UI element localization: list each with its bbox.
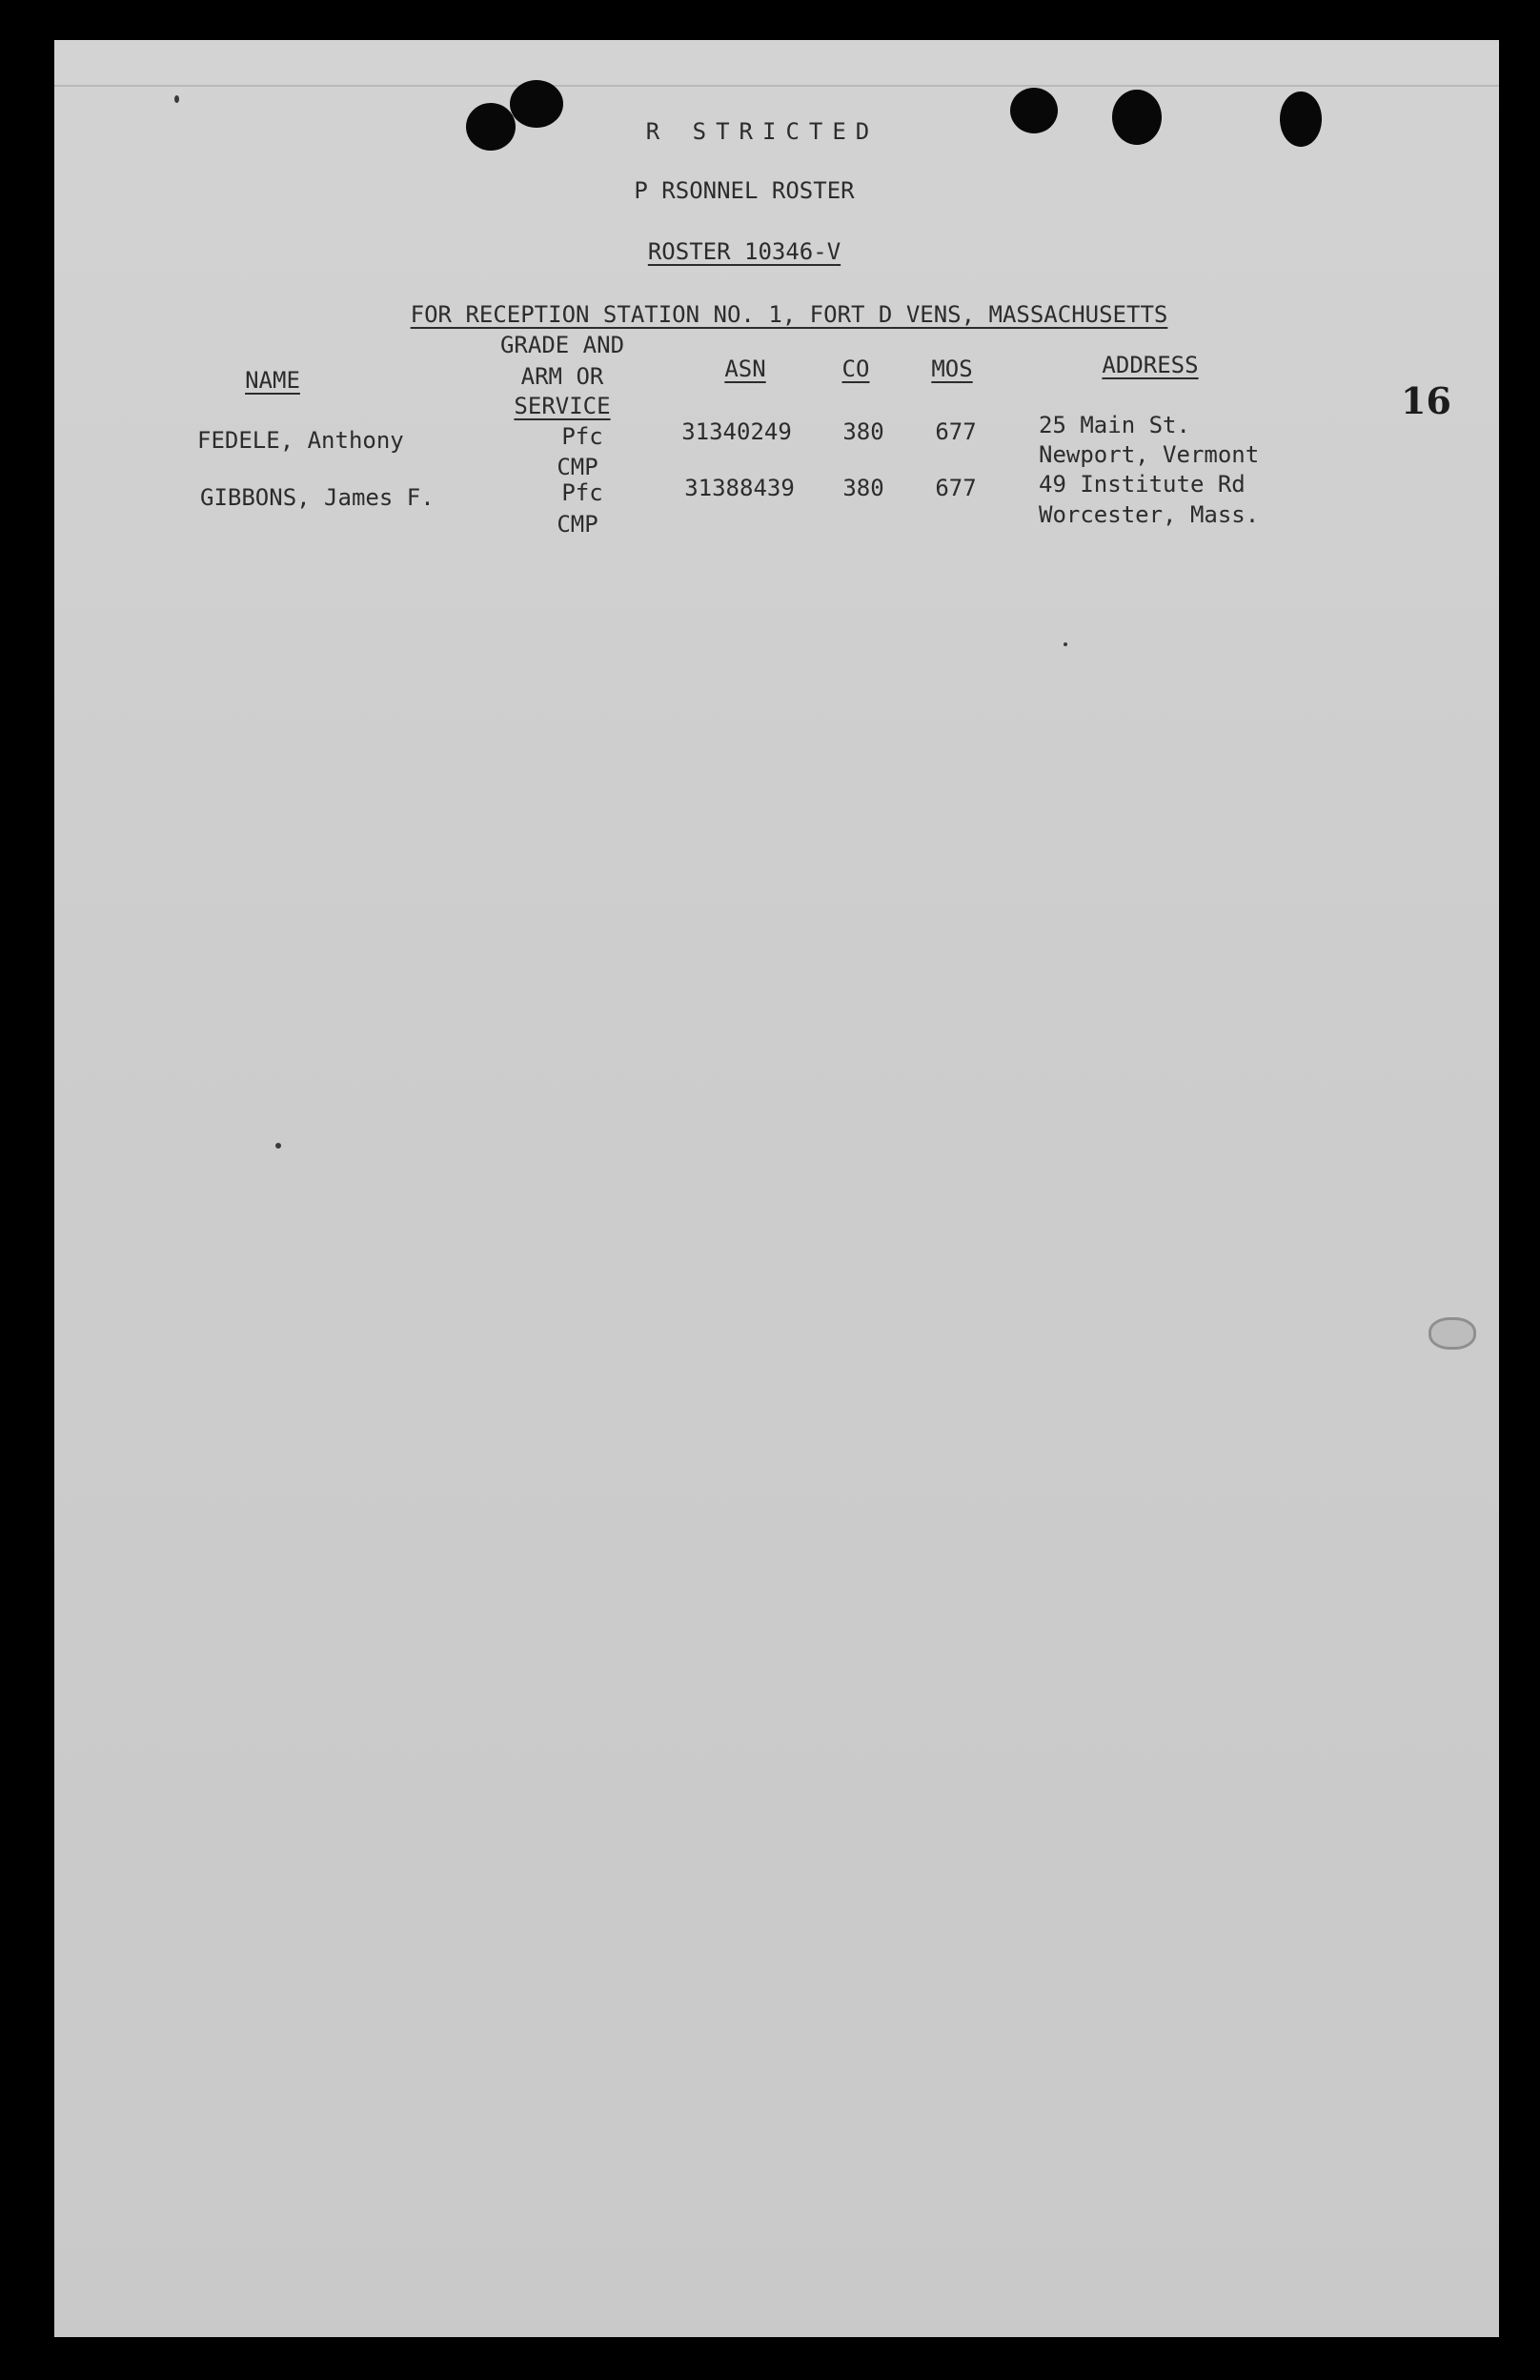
roster-number: ROSTER 10346-V [647,238,841,265]
column-header-asn: ASN [724,356,766,382]
punch-hole [1280,92,1322,147]
ink-speck [1064,642,1067,646]
row-1-address-line2: Newport, Vermont [1039,441,1260,468]
classification-heading: R STRICTED [645,118,880,145]
row-1-asn: 31340249 [681,418,792,445]
ink-speck [174,95,179,103]
row-2-mos: 677 [935,475,977,501]
column-header-grade-line2: ARM OR [520,363,604,390]
column-header-grade-line1: GRADE AND [499,332,625,358]
page-fold-line [54,85,1499,87]
row-2-service: CMP [557,511,598,538]
roster-page [54,40,1499,2337]
row-2-address-line2: Worcester, Mass. [1039,501,1260,528]
punch-hole [510,80,563,128]
column-header-co: CO [841,356,870,382]
ink-speck [275,1143,281,1149]
row-2-co: 380 [842,475,884,501]
column-header-mos: MOS [931,356,973,382]
row-1-name: FEDELE, Anthony [197,427,404,454]
row-2-name: GIBBONS, James F. [200,484,435,511]
row-2-grade: Pfc [561,479,603,506]
row-1-mos: 677 [935,418,977,445]
paper-smudge [1429,1317,1476,1350]
column-header-address: ADDRESS [1102,352,1199,378]
column-header-grade-line3: SERVICE [514,393,611,419]
unit-heading: FOR RECEPTION STATION NO. 1, FORT D VENS, MASSACHUSETTS [410,301,1168,328]
column-header-name: NAME [245,367,300,394]
punch-hole [1010,88,1058,133]
row-1-co: 380 [842,418,884,445]
punch-hole [1112,90,1162,145]
row-2-address-line1: 49 Institute Rd [1039,471,1246,498]
row-1-service: CMP [557,454,598,480]
row-1-address-line1: 25 Main St. [1039,412,1190,438]
document-title: P RSONNEL ROSTER [634,177,855,204]
page-number: 16 [1401,379,1451,422]
row-1-grade: Pfc [561,423,603,450]
punch-hole [466,103,516,151]
row-2-asn: 31388439 [684,475,795,501]
